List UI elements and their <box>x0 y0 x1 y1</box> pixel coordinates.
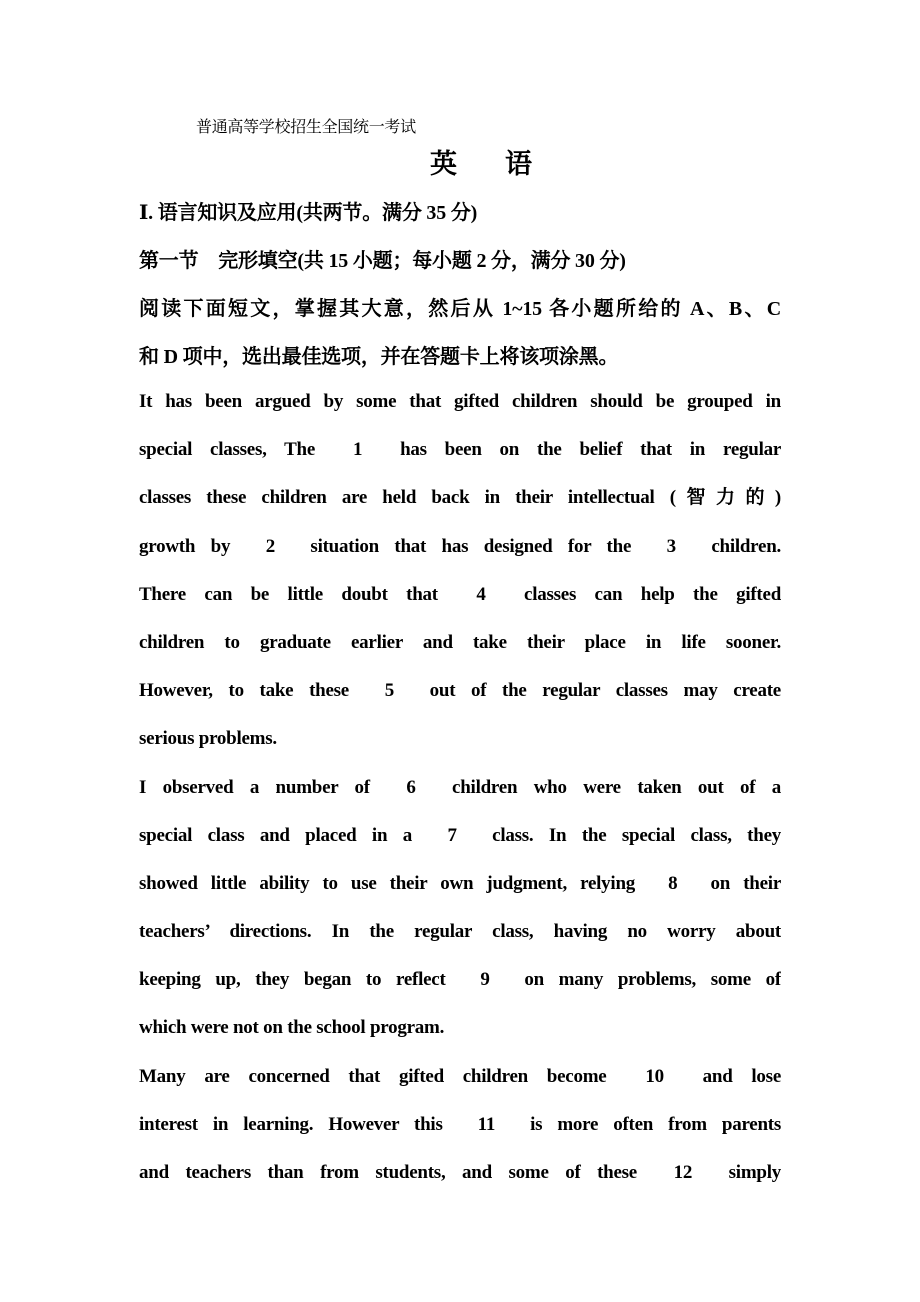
passage-line <box>139 820 781 868</box>
passage-text: which were not on the school program. <box>139 1017 445 1039</box>
passage-line <box>139 531 781 579</box>
passage-text: children. <box>711 535 781 557</box>
passage-text: serious problems. <box>139 728 277 750</box>
passage-text: out of the regular classes may create <box>429 680 781 702</box>
exam-subtitle: 普通高等学校招生全国统一考试 <box>196 119 416 136</box>
blank-number: 7 <box>447 824 457 846</box>
passage-text: class. In the special class, they <box>492 824 781 846</box>
cloze-passage <box>139 386 781 1205</box>
passage-text: has been on the belief that in regular <box>400 439 781 461</box>
blank-number: 3 <box>666 535 676 557</box>
subject-char: 英 <box>430 149 457 179</box>
blank-number: 10 <box>645 1065 664 1087</box>
instruction-line: 和 D 项中，选出最佳选项，并在答题卡上将该项涂黑。 <box>139 346 619 368</box>
passage-line <box>139 627 781 675</box>
passage-line <box>139 723 781 771</box>
blank-number: 9 <box>480 969 490 991</box>
part-heading: Ⅰ. 语言知识及应用(共两节。满分 35 分) <box>139 202 478 224</box>
passage-text: growth by <box>139 535 231 557</box>
blank-number: 8 <box>668 872 678 894</box>
blank-number: 2 <box>265 535 275 557</box>
subject-title <box>0 142 920 181</box>
passage-line <box>139 482 781 530</box>
passage-line <box>139 772 781 820</box>
passage-line <box>139 579 781 627</box>
passage-text: keeping up, they began to reflect <box>139 969 446 991</box>
passage-line <box>139 675 781 723</box>
instruction-line: 阅读下面短文，掌握其大意，然后从 1~15 各小题所给的 A、B、C <box>139 298 781 320</box>
passage-line <box>139 434 781 482</box>
passage-line <box>139 1157 781 1205</box>
passage-text: However, to take these <box>139 680 349 702</box>
passage-line <box>139 1061 781 1109</box>
passage-text: and lose <box>702 1065 781 1087</box>
passage-text: It has been argued by some that gifted children should be grouped in <box>139 391 781 412</box>
passage-text: I observed a number of <box>139 776 370 798</box>
passage-line <box>139 1109 781 1157</box>
section-heading: 第一节 完形填空(共 15 小题；每小题 2 分，满分 30 分) <box>139 250 626 272</box>
blank-number: 5 <box>384 680 394 702</box>
passage-line <box>139 868 781 916</box>
subject-char: 语 <box>505 149 532 179</box>
blank-number: 4 <box>476 583 486 605</box>
passage-line <box>139 386 781 434</box>
blank-number: 6 <box>406 776 416 798</box>
passage-text: on many problems, some of <box>524 969 781 991</box>
passage-text: is more often from parents <box>530 1113 781 1135</box>
passage-text: children to graduate earlier and take their place in life sooner. <box>139 631 781 653</box>
passage-text: showed little ability to use their own judgment, relying <box>139 872 636 894</box>
blank-number: 1 <box>352 439 363 461</box>
passage-text: and teachers than from students, and some of these <box>139 1162 637 1183</box>
passage-text: special classes, The <box>139 439 316 461</box>
passage-text: special class and placed in a <box>139 824 412 846</box>
passage-text: There can be little doubt that <box>139 583 438 605</box>
blank-number: 12 <box>673 1162 693 1183</box>
passage-text: on their <box>710 872 781 894</box>
passage-text: children who were taken out of a <box>452 776 781 798</box>
passage-text: teachers’ directions. In the regular class, having no worry about <box>139 921 781 943</box>
blank-number: 11 <box>477 1113 496 1135</box>
passage-text: Many are concerned that gifted children become <box>139 1065 607 1087</box>
passage-text: classes can help the gifted <box>524 583 781 605</box>
passage-text: situation that has designed for the <box>310 535 632 557</box>
passage-line <box>139 1012 781 1060</box>
passage-text: interest in learning. However this <box>139 1113 443 1135</box>
passage-text: classes these children are held back in their intellectual (智力的) <box>139 487 781 509</box>
passage-line <box>139 964 781 1012</box>
passage-text: simply <box>728 1162 781 1183</box>
passage-line <box>139 916 781 964</box>
